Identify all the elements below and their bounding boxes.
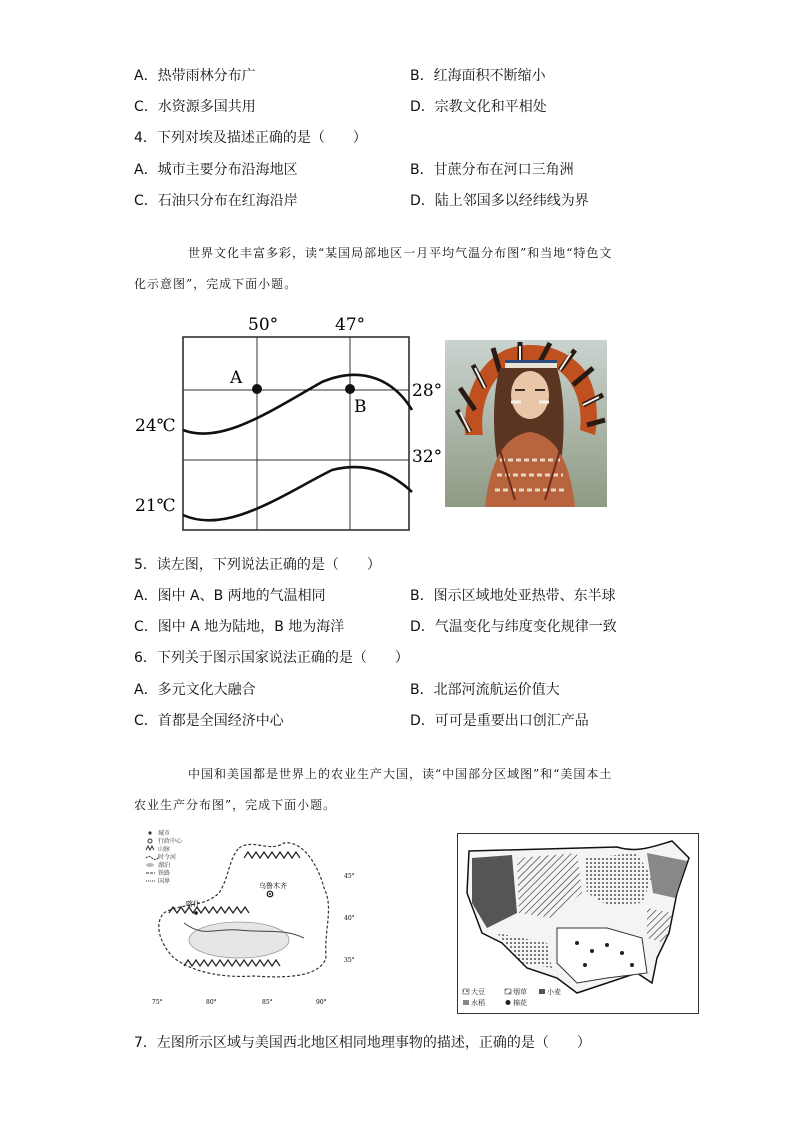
lat-label-45: 45° [344, 873, 355, 880]
q4-stem: 4．下列对埃及描述正确的是（ ） [134, 130, 367, 146]
kashgar-dot [194, 911, 198, 915]
point-a-dot [252, 384, 262, 394]
lon-label-90: 90° [316, 999, 327, 1006]
tarim-basin [189, 922, 289, 958]
lon-label-left: 50° [248, 315, 279, 335]
isotherm-upper-label: 24℃ [135, 416, 176, 436]
legend-seasonal-river: 时令河 [158, 854, 177, 861]
intro-2-line-1: 中国和美国都是世界上的农业生产大国，读“中国部分区域图”和“美国本土 [188, 767, 613, 781]
legend-city: 城市 [158, 830, 171, 837]
china-region-map [144, 828, 366, 1008]
q3-option-a: A．热带雨林分布广 [134, 68, 256, 84]
usa-agriculture-map [457, 833, 699, 1014]
q3-option-c: C．水资源多国共用 [134, 99, 256, 115]
lon-label-85: 85° [262, 999, 273, 1006]
legend-tobacco: 烟草 [513, 988, 527, 996]
point-b-dot [345, 384, 355, 394]
point-a-label: A [230, 368, 243, 388]
legend-railway: 铁路 [158, 870, 171, 877]
q6-stem: 6．下列关于图示国家说法正确的是（ ） [134, 650, 409, 666]
kashgar-label: 喀什 [186, 900, 200, 908]
lon-label-75: 75° [152, 999, 163, 1006]
q5-stem: 5．读左图，下列说法正确的是（ ） [134, 557, 381, 573]
lat-label-35: 35° [344, 957, 355, 964]
legend-soybean: 大豆 [471, 988, 485, 996]
legend-lake: 湖泊 [158, 862, 171, 869]
urumqi-label: 乌鲁木齐 [259, 882, 287, 890]
isotherm-map [132, 310, 443, 532]
q3-option-b: B．红海面积不断缩小 [410, 68, 546, 84]
lon-label-80: 80° [206, 999, 217, 1006]
q5-option-a: A．图中 A、B 两地的气温相同 [134, 588, 326, 604]
q4-option-d: D．陆上邻国多以经纬线为界 [410, 193, 589, 209]
q6-option-b: B．北部河流航运价值大 [410, 682, 560, 698]
q5-option-b: B．图示区域地处亚热带、东半球 [410, 588, 616, 604]
lat-label-top: 28° [412, 381, 443, 401]
q4-option-b: B．甘蔗分布在河口三角洲 [410, 162, 574, 178]
point-b-label: B [354, 397, 367, 417]
legend-border: 国界 [158, 878, 171, 885]
isotherm-upper [183, 375, 412, 434]
isotherm-lower [183, 467, 412, 520]
legend-admin-center: 行政中心 [158, 838, 183, 845]
q4-option-c: C．石油只分布在红海沿岸 [134, 193, 298, 209]
q6-option-c: C．首都是全国经济中心 [134, 713, 284, 729]
q5-option-d: D．气温变化与纬度变化规律一致 [410, 619, 617, 635]
culture-photo [445, 340, 607, 507]
lat-label-40: 40° [344, 915, 355, 922]
lat-label-bottom: 32° [412, 447, 443, 467]
legend-cotton: 棉花 [513, 999, 527, 1007]
region-cotton [557, 928, 647, 983]
q7-stem: 7．左图所示区域与美国西北地区相同地理事物的描述，正确的是（ ） [134, 1035, 591, 1051]
legend-rice: 水稻 [471, 999, 485, 1007]
q6-option-d: D．可可是重要出口创汇产品 [410, 713, 589, 729]
q3-option-d: D．宗教文化和平相处 [410, 99, 547, 115]
isotherm-lower-label: 21℃ [135, 496, 176, 516]
q6-option-a: A．多元文化大融合 [134, 682, 256, 698]
lon-label-right: 47° [335, 315, 366, 335]
legend-mountains: 山脉 [158, 846, 171, 853]
intro-1-line-2: 化示意图”，完成下面小题。 [134, 277, 298, 291]
q4-option-a: A．城市主要分布沿海地区 [134, 162, 298, 178]
intro-2-line-2: 农业生产分布图”，完成下面小题。 [134, 798, 337, 812]
q5-option-c: C．图中 A 地为陆地，B 地为海洋 [134, 619, 345, 635]
face [511, 371, 549, 419]
legend-wheat: 小麦 [547, 988, 561, 996]
intro-1-line-1: 世界文化丰富多彩，读“某国局部地区一月平均气温分布图”和当地“特色文 [188, 246, 613, 260]
